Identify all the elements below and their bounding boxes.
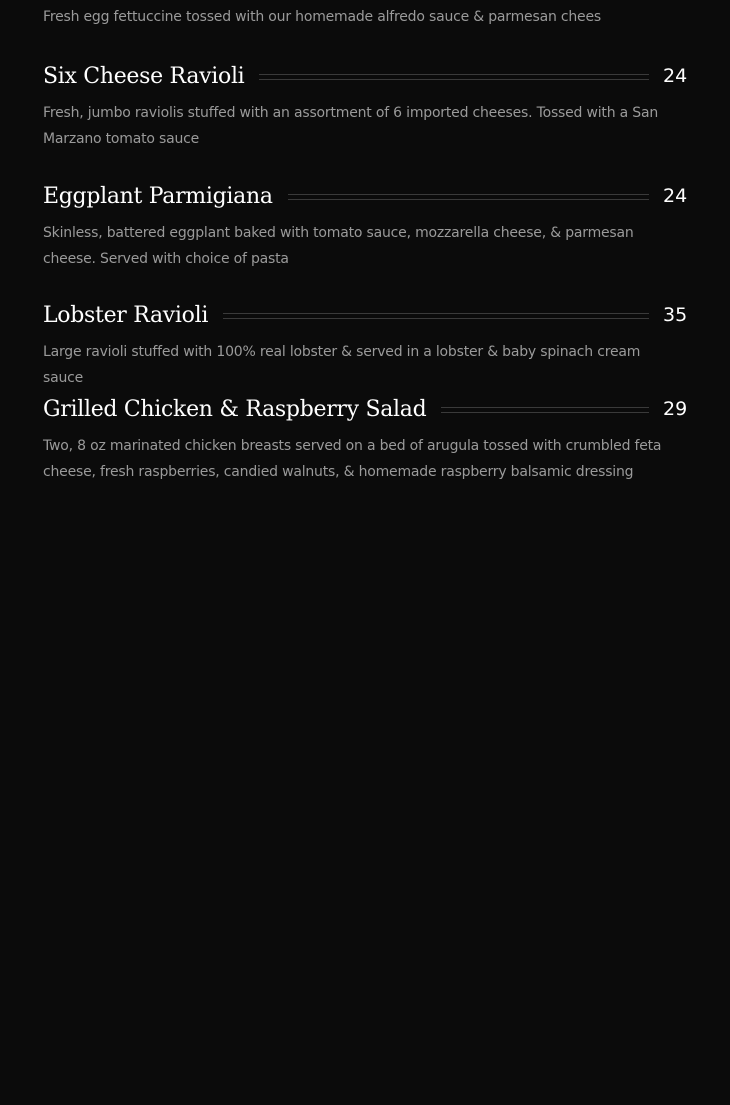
menu-item-six-cheese-ravioli (43, 59, 687, 152)
menu-item-description: Fresh, jumbo raviolis stuffed with an assortment of 6 imported cheeses. Tossed with a San Marzano tomato sauce (43, 105, 658, 147)
menu-item-header (43, 179, 687, 213)
menu-item-grilled-chicken-raspberry-salad (43, 392, 687, 485)
dotted-leader (441, 407, 649, 413)
menu-item-price: 24 (663, 65, 688, 87)
menu-item-header (43, 298, 687, 332)
menu-item-name: Grilled Chicken & Raspberry Salad (43, 396, 427, 422)
dotted-leader (223, 313, 649, 319)
menu-item-header (43, 392, 687, 426)
dotted-leader (259, 74, 649, 80)
menu-item-description: Fresh egg fettuccine tossed with our homemade alfredo sauce & parmesan chees (43, 9, 601, 25)
menu-item-price: 24 (663, 185, 688, 207)
menu-item-header (43, 59, 687, 93)
menu-item-description: Two, 8 oz marinated chicken breasts served on a bed of arugula tossed with crumbled feta cheese, fresh raspberries, candied walnuts, & homemade raspberry balsamic dressing (43, 438, 662, 480)
menu-item-lobster-ravioli (43, 298, 687, 391)
menu-item-name: Six Cheese Ravioli (43, 63, 245, 89)
dotted-leader (288, 194, 649, 200)
menu-item-name: Eggplant Parmigiana (43, 183, 273, 209)
menu-item-description: Large ravioli stuffed with 100% real lobster & served in a lobster & baby spinach cream sauce (43, 344, 641, 386)
menu-item-description: Skinless, battered eggplant baked with tomato sauce, mozzarella cheese, & parmesan cheese. Served with choice of pasta (43, 225, 634, 267)
menu-item-name: Lobster Ravioli (43, 302, 209, 328)
menu-item-price: 35 (663, 304, 688, 326)
menu-item-price: 29 (663, 398, 688, 420)
menu-item-eggplant-parmigiana (43, 179, 687, 272)
